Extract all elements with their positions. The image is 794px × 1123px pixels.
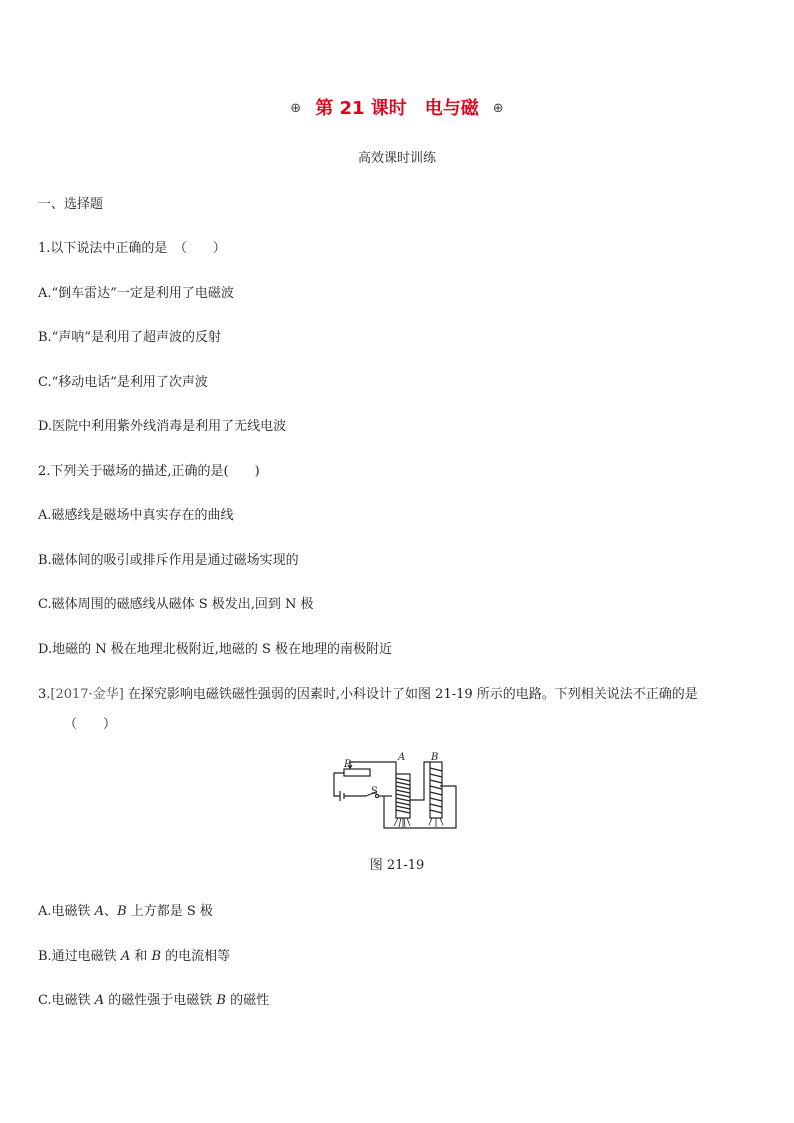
title-right-deco-icon: ⊕ <box>492 101 504 116</box>
label-s: S <box>371 786 378 797</box>
question-3-option-c: C.电磁铁 A 的磁性强于电磁铁 B 的磁性 <box>38 993 270 1008</box>
title-left-deco-icon: ⊕ <box>290 101 302 116</box>
question-2-stem: 2.下列关于磁场的描述,正确的是( ) <box>38 464 260 479</box>
question-3-stem: 在探究影响电磁铁磁性强弱的因素时,小科设计了如图 21-19 所示的电路。下列相关说法不正确的是 <box>127 687 698 702</box>
question-3-blank: （ ） <box>64 717 117 732</box>
wire-top-to-a <box>350 762 396 774</box>
rheostat <box>344 769 370 776</box>
question-1-option-b: B.“声呐”是利用了超声波的反射 <box>38 330 221 345</box>
circuit-diagram <box>330 752 464 830</box>
wire-a-to-b <box>410 762 430 800</box>
question-2-option-c: C.磁体周围的磁感线从磁体 S 极发出,回到 N 极 <box>38 597 314 612</box>
question-3-option-b: B.通过电磁铁 A 和 B 的电流相等 <box>38 949 231 964</box>
question-3-stem-line <box>38 683 698 702</box>
page-title <box>0 94 794 120</box>
section-heading: 一、选择题 <box>38 197 104 212</box>
question-1-option-a: A.“倒车雷达”一定是利用了电磁波 <box>38 286 234 301</box>
label-b: B <box>431 752 439 763</box>
question-1-option-c: C.“移动电话”是利用了次声波 <box>38 375 208 390</box>
wire-left <box>334 773 344 796</box>
label-p: P <box>344 759 351 770</box>
question-2-option-b: B.磁体间的吸引或排斥作用是通过磁场实现的 <box>38 553 299 568</box>
iron-filings-a <box>394 818 410 828</box>
question-2-option-a: A.磁感线是磁场中真实存在的曲线 <box>38 508 234 523</box>
question-3-number: 3. <box>38 687 51 702</box>
label-a: A <box>398 752 406 763</box>
question-2-option-d: D.地磁的 N 极在地理北极附近,地磁的 S 极在地理的南极附近 <box>38 642 393 657</box>
lesson-number: 第 21 课时 <box>315 98 407 119</box>
iron-filings-b <box>429 818 443 827</box>
figure-caption: 图 21-19 <box>369 858 425 873</box>
wire-bottom-loop <box>384 786 456 828</box>
page-subtitle: 高效课时训练 <box>357 151 436 166</box>
battery <box>340 791 344 801</box>
question-1-option-d: D.医院中利用紫外线消毒是利用了无线电波 <box>38 419 287 434</box>
question-3-option-a: A.电磁铁 A、B 上方都是 S 极 <box>38 904 213 919</box>
lesson-topic: 电与磁 <box>424 98 479 119</box>
question-1-stem: 1.以下说法中正确的是 （ ） <box>38 241 226 256</box>
question-3-source: [2017·金华] <box>50 687 124 702</box>
